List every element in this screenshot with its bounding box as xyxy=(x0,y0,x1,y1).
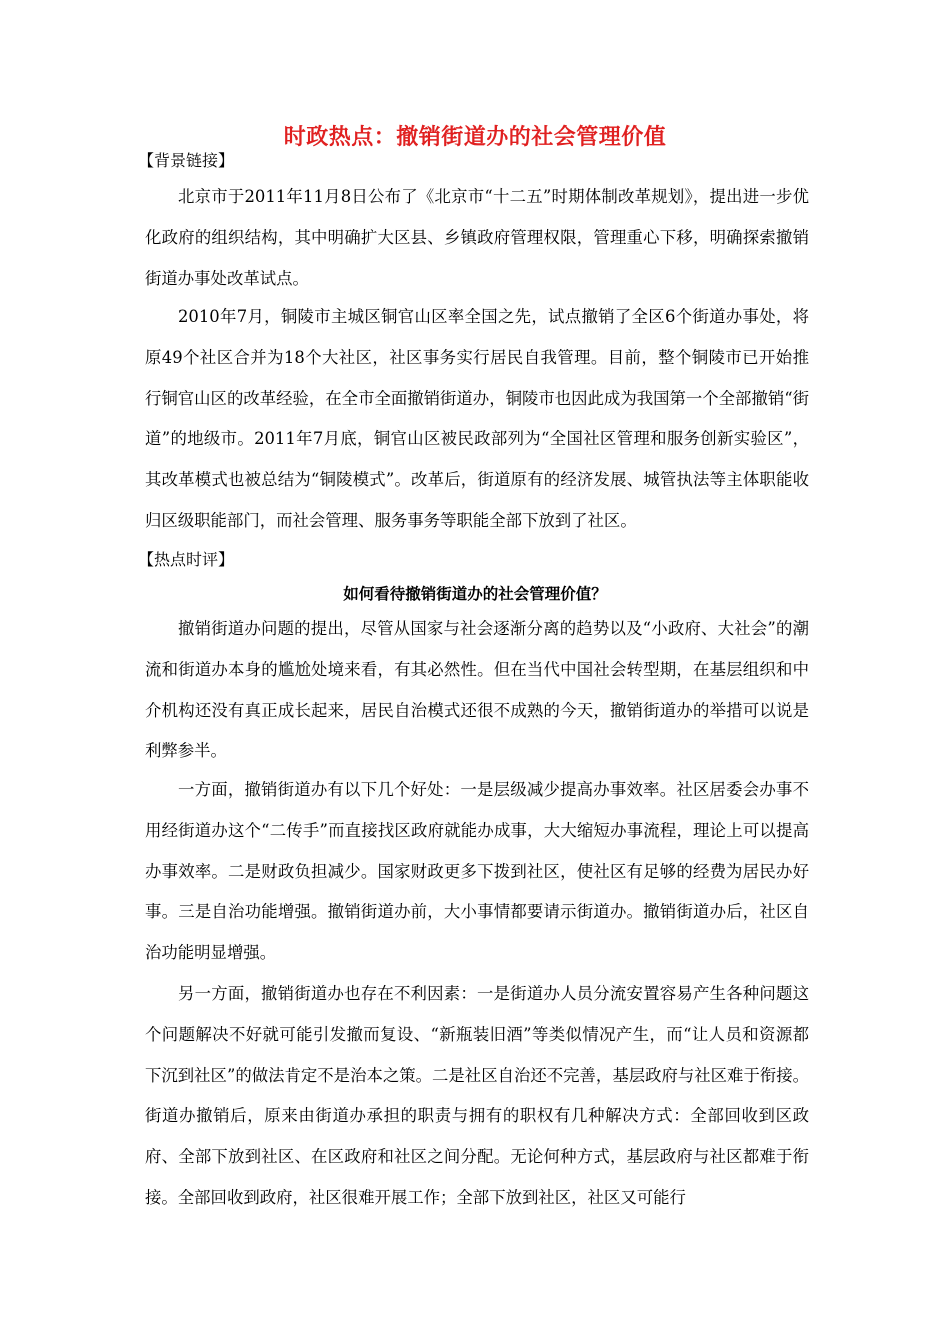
paragraph-background-1: 北京市于2011年11月8日公布了《北京市“十二五”时期体制改革规划》，提出进一步优化政府的组织结构，其中明确扩大区县、乡镇政府管理权限，管理重心下移，明确探索撤销街道办事处改革试点。 xyxy=(145,187,809,288)
paragraph-comment-1: 撤销街道办问题的提出，尽管从国家与社会逐渐分离的趋势以及“小政府、大社会”的潮流和街道办本身的尴尬处境来看，有其必然性。但在当代中国社会转型期，在基层组织和中介机构还没有真正成长起来，居民自治模式还很不成熟的今天，撤销街道办的举措可以说是利弊参半。 xyxy=(145,619,809,761)
document-title: 时政热点：撤销街道办的社会管理价值 xyxy=(283,125,667,150)
paragraph-comment-2: 一方面，撤销街道办有以下几个好处：一是层级减少提高办事效率。社区居委会办事不用经街道办这个“二传手”而直接找区政府就能办成事，大大缩短办事流程，理论上可以提高办事效率。二是财政负担减少。国家财政更多下拨到社区，使社区有足够的经费为居民办好事。三是自治功能增强。撤销街道办前，大小事情都要请示街道办。撤销街道办后，社区自治功能明显增强。 xyxy=(145,780,809,963)
paragraph-background-2: 2010年7月，铜陵市主城区铜官山区率全国之先，试点撤销了全区6个街道办事处，将原49个社区合并为18个大社区，社区事务实行居民自我管理。目前，整个铜陵市已开始推行铜官山区的改革经验，在全市全面撤销街道办，铜陵市也因此成为我国第一个全部撤销“街道”的地级市。2011年7月底，铜官山区被民政部列为“全国社区管理和服务创新实验区”，其改革模式也被总结为“铜陵模式”。改革后，街道原有的经济发展、城管执法等主体职能收归区级职能部门，而社会管理、服务事务等职能全部下放到了社区。 xyxy=(145,307,810,530)
section-label-comment: 【热点时评】 xyxy=(138,550,235,569)
comment-subtitle: 如何看待撤销街道办的社会管理价值？ xyxy=(343,585,607,603)
paragraph-comment-3: 另一方面，撤销街道办也存在不利因素：一是街道办人员分流安置容易产生各种问题这个问题解决不好就可能引发撤而复设、“新瓶装旧酒”等类似情况产生，而“让人员和资源都下沉到社区”的做法肯定不是治本之策。二是社区自治还不完善，基层政府与社区难于衔接。街道办撤销后，原来由街道办承担的职责与拥有的职权有几种解决方式：全部回收到区政府、全部下放到社区、在区政府和社区之间分配。无论何种方式，基层政府与社区都难于衔接。全部回收到政府，社区很难开展工作；全部下放到社区，社区又可能行 xyxy=(145,984,810,1207)
section-label-background: 【背景链接】 xyxy=(138,151,235,170)
